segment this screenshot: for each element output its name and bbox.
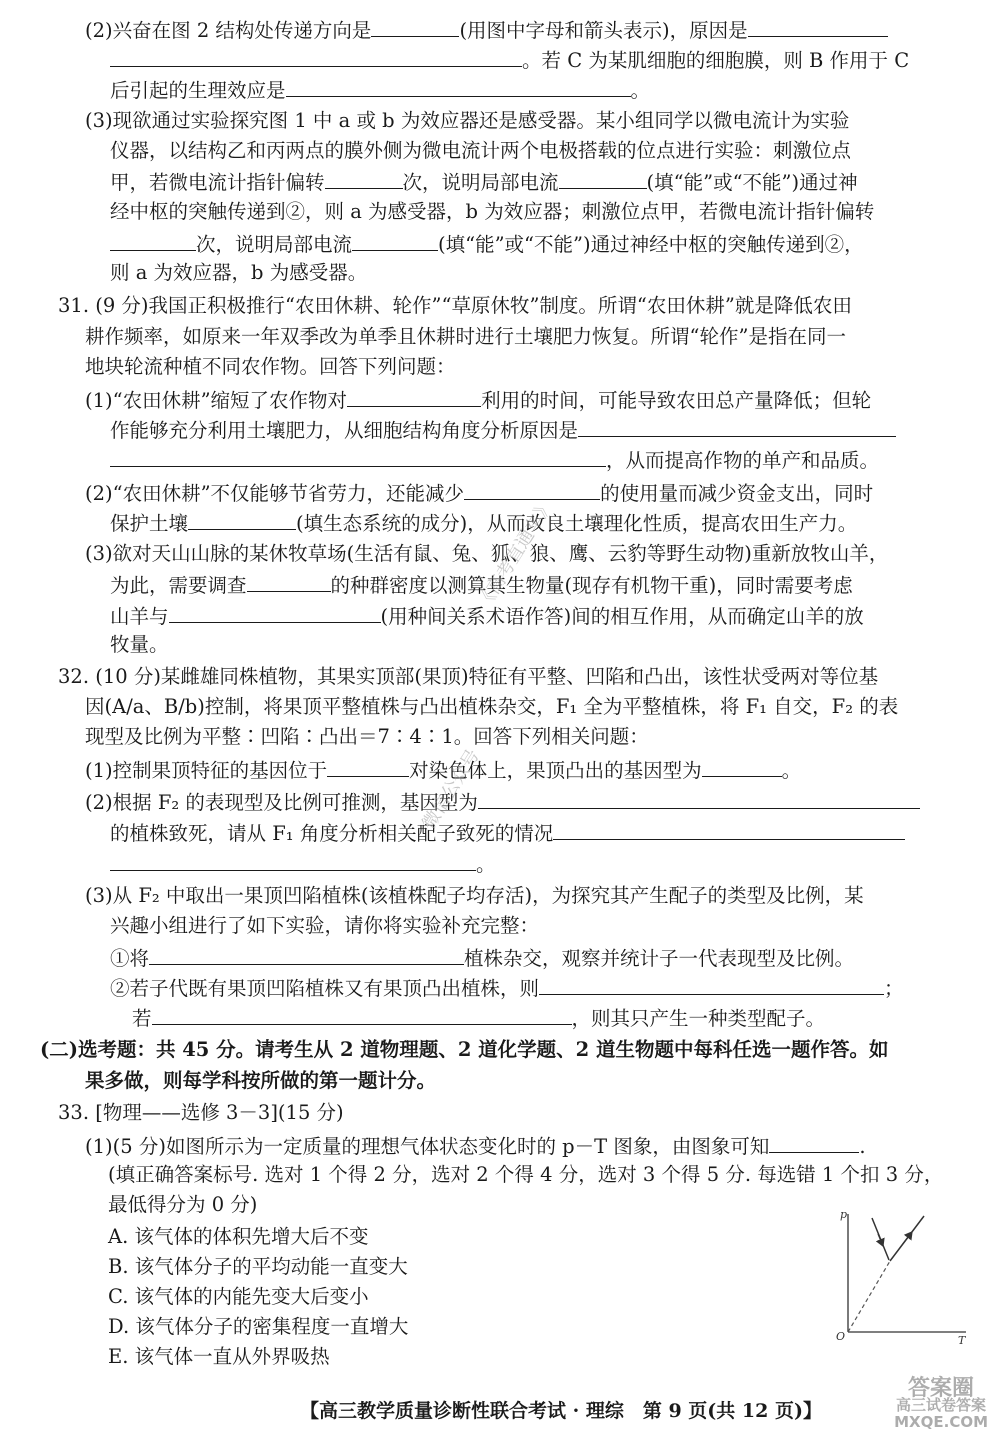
answer-blank[interactable] [559, 166, 647, 189]
p-t-graph [826, 1206, 970, 1348]
q32-part3-line4: ②若子代既有果顶凹陷植株又有果顶凸出植株，则 ； [110, 972, 904, 1002]
answer-blank[interactable] [247, 569, 331, 592]
q30-part2-line1: (2)兴奋在图 2 结构处传递方向是 (用图中字母和箭头表示)，原因是 [85, 14, 888, 44]
stamp-text: 高三试卷答案 [896, 1396, 987, 1414]
q32-part2-line1: (2)根据 F₂ 的表现型及比例可推测，基因型为 [85, 786, 920, 816]
q31-part3-line2: 为此，需要调查 的种群密度以测算其生物量(现存有机物干重)，同时需要考虑 [110, 569, 853, 599]
answer-blank[interactable] [464, 477, 600, 500]
answer-blank[interactable] [371, 14, 459, 37]
q32-part3-line3: ①将 植株杂交，观察并统计子一代表现型及比例。 [110, 942, 854, 972]
q31-part3-line1: (3)欲对天山山脉的某休牧草场(生活有鼠、兔、狐、狼、鹰、云豹等野生动物)重新放牧山羊， [85, 542, 889, 565]
q31-part1-line1: (1)“农田休耕”缩短了农作物对 利用的时间，可能导致农田总产量降低；但轮 [85, 384, 871, 414]
option-d: D. 该气体分子的密集程度一直增大 [108, 1315, 409, 1338]
q30-part3-line2: 仪器，以结构乙和丙两点的膜外侧为微电流计两个电极搭载的位点进行实验：刺激位点 [110, 139, 852, 162]
dashed-line [848, 1261, 890, 1332]
answer-blank[interactable] [347, 384, 481, 407]
answer-blank[interactable] [352, 228, 438, 251]
q33-part1-line3: 最低得分为 0 分) [108, 1193, 258, 1216]
q32-part2-line3: 。 [110, 848, 496, 878]
q31-part2-line1: (2)“农田休耕”不仅能够节省劳力，还能减少 的使用量而减少资金支出，同时 [85, 477, 873, 507]
q31-stem-line3: 地块轮流种植不同农作物。回答下列问题： [85, 355, 456, 378]
q30-part3-line5: 次，说明局部电流 (填“能”或“不能”)通过神经中枢的突触传递到②， [110, 228, 864, 258]
q33-part1-line1: (1)(5 分)如图所示为一定质量的理想气体状态变化时的 p－T 图象，由图象可知 . [85, 1130, 866, 1160]
answer-blank[interactable] [748, 14, 888, 37]
stamp-logo: 答案圈 [908, 1376, 975, 1401]
watermark-text: 微信公众号 [418, 745, 484, 834]
answer-blank[interactable] [188, 507, 296, 530]
q32-part1-line: (1)控制果顶特征的基因位于 对染色体上，果顶凸出的基因型为 。 [85, 754, 801, 784]
q33-heading: 33. [物理——选修 3－3](15 分) [58, 1101, 344, 1124]
answer-blank[interactable] [478, 786, 920, 809]
answer-blank[interactable] [769, 1130, 859, 1153]
answer-blank[interactable] [578, 414, 896, 437]
option-e: E. 该气体一直从外界吸热 [108, 1345, 330, 1368]
section2-instructions-line2: 果多做，则每学科按所做的第一题计分。 [85, 1069, 437, 1092]
option-b: B. 该气体分子的平均动能一直变大 [108, 1255, 408, 1278]
q30-part2-line3: 后引起的生理效应是 。 [110, 74, 650, 104]
q31-stem-line2: 耕作频率，如原来一年双季改为单季且休耕时进行土壤肥力恢复。所谓“轮作”是指在同一 [85, 325, 846, 348]
q32-stem-line2: 因(A/a、B/b)控制，将果顶平整植株与凸出植株杂交，F₁ 全为平整植株，将 F₁ 自交，F₂ 的表 [85, 695, 899, 718]
q30-part2-line2: 。若 C 为某肌细胞的细胞膜，则 B 作用于 C [110, 44, 909, 74]
answer-blank[interactable] [327, 754, 409, 777]
y-axis-label: p [840, 1208, 848, 1221]
q32-stem-line3: 现型及比例为平整∶凹陷∶凸出＝7∶4∶1。回答下列相关问题： [85, 725, 649, 748]
q31-part2-line2: 保护土壤 (填生态系统的成分)，从而改良土壤理化性质，提高农田生产力。 [110, 507, 857, 537]
q32-part3-line1: (3)从 F₂ 中取出一果顶凹陷植株(该植株配子均存活)，为探究其产生配子的类型及比例，某 [85, 884, 864, 907]
stamp-url: MXQE.COM [894, 1413, 988, 1431]
q32-stem-line1: 32. (10 分)某雌雄同株植物，其果实顶部(果顶)特征有平整、凹陷和凸出，该性状受两对等位基 [58, 665, 879, 688]
page-footer: 【高三教学质量诊断性联合考试 · 理综 第 9 页(共 12 页)】 [300, 1400, 822, 1422]
q32-part2-line2: 的植株致死，请从 F₁ 角度分析相关配子致死的情况 [110, 817, 905, 847]
option-a: A. 该气体的体积先增大后不变 [108, 1225, 369, 1248]
answer-blank[interactable] [110, 228, 196, 251]
origin-label: O [836, 1330, 846, 1343]
q30-part3-line4: 经中枢的突触传递到②，则 a 为感受器，b 为效应器；刺激位点甲，若微电流计指针偏转 [110, 200, 875, 223]
answer-blank[interactable] [553, 817, 905, 840]
answer-blank[interactable] [539, 972, 884, 995]
q32-part3-line5: 若 ，则其只产生一种类型配子。 [132, 1002, 825, 1032]
q30-part3-line3: 甲，若微电流计指针偏转 次，说明局部电流 (填“能”或“不能”)通过神 [110, 166, 858, 196]
answer-blank[interactable] [152, 1002, 572, 1025]
x-axis-label: T [958, 1334, 966, 1347]
answer-blank[interactable] [169, 600, 381, 623]
q31-part1-line3: ，从而提高作物的单产和品质。 [110, 444, 879, 474]
q31-part3-line4: 牧量。 [110, 633, 169, 656]
q30-part3-line6: 则 a 为效应器，b 为感受器。 [110, 261, 368, 284]
option-c: C. 该气体的内能先变大后变小 [108, 1285, 369, 1308]
arrow-2 [902, 1232, 912, 1245]
answer-blank[interactable] [325, 166, 403, 189]
q31-part1-line2: 作能够充分利用土壤肥力，从细胞结构角度分析原因是 [110, 414, 896, 444]
answer-blank[interactable] [702, 754, 782, 777]
site-stamp [894, 1376, 988, 1431]
answer-blank[interactable] [110, 444, 606, 467]
q32-part3-line2: 兴趣小组进行了如下实验，请你将实验补充完整： [110, 914, 540, 937]
q31-part3-line3: 山羊与 (用种间关系术语作答)间的相互作用，从而确定山羊的放 [110, 600, 864, 630]
answer-blank[interactable] [286, 74, 631, 97]
q31-stem-line1: 31. (9 分)我国正积极推行“农田休耕、轮作”“草原休牧”制度。所谓“农田休耕”就是降低农田 [58, 294, 852, 317]
answer-blank[interactable] [149, 942, 464, 965]
section2-instructions-line1: (二)选考题：共 45 分。请考生从 2 道物理题、2 道化学题、2 道生物题中每科任选一题作答。如 [40, 1038, 889, 1061]
q33-part1-line2: (填正确答案标号. 选对 1 个得 2 分，选对 2 个得 4 分，选对 3 个得 5 分. 每选错 1 个扣 3 分， [108, 1163, 944, 1186]
answer-blank[interactable] [110, 848, 476, 871]
q30-part3-line1: (3)现欲通过实验探究图 1 中 a 或 b 为效应器还是感受器。某小组同学以微电流计为实验 [85, 109, 850, 132]
watermark-text: 《高考直通车》 [473, 495, 558, 614]
answer-blank[interactable] [110, 44, 522, 67]
arrow-1 [878, 1234, 883, 1246]
